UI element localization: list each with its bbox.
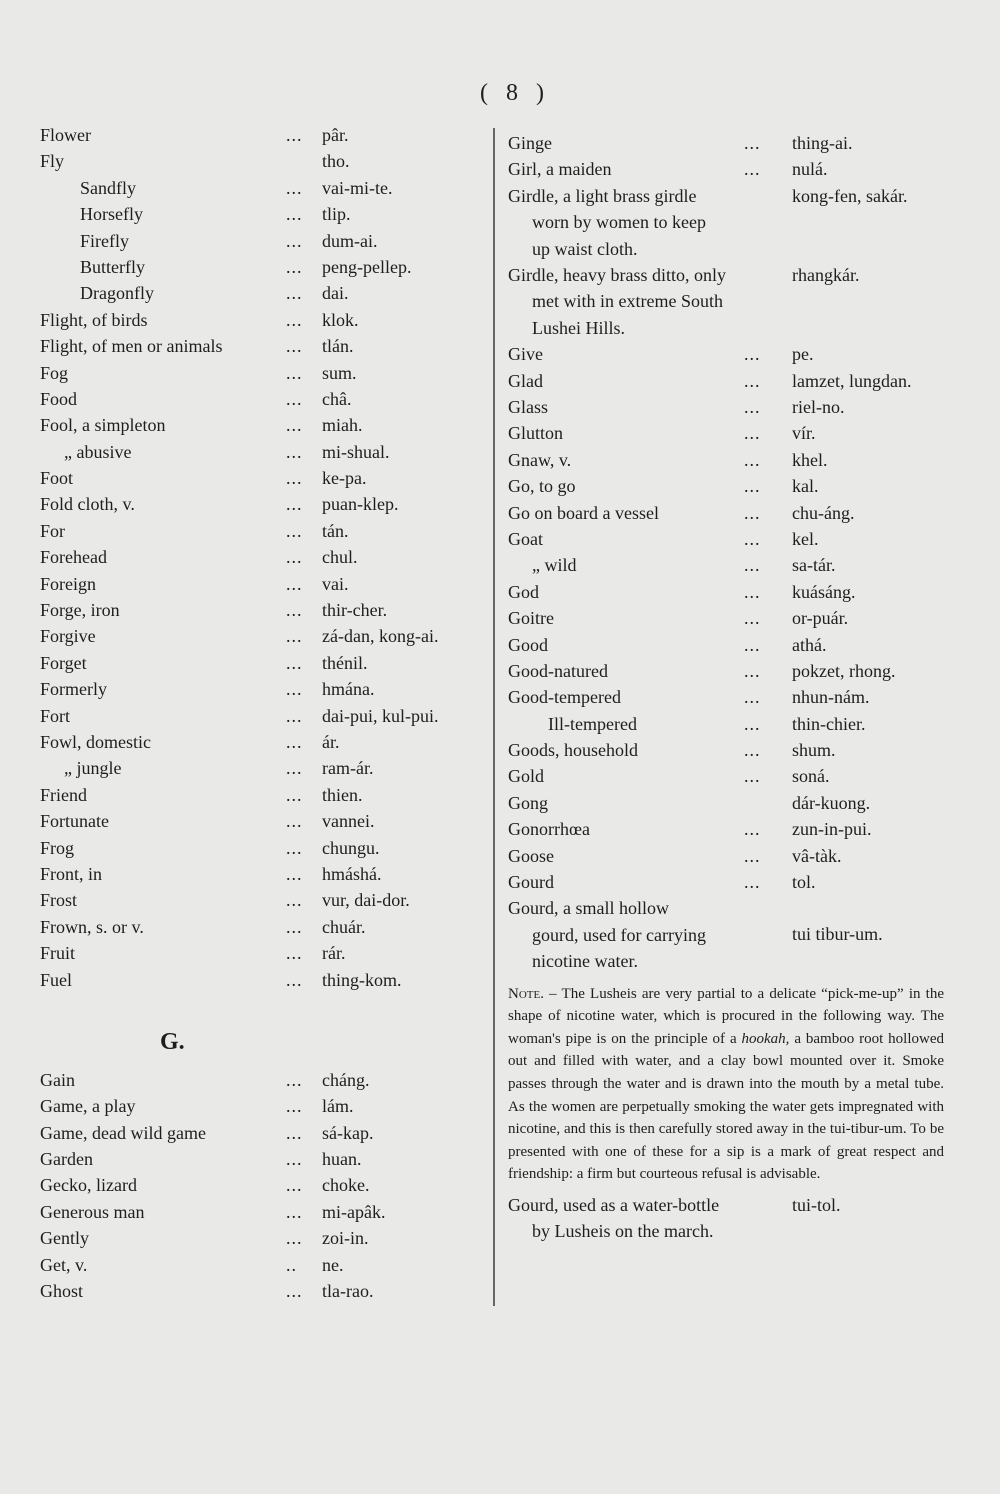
entry-term: Gonorrhœa — [508, 819, 590, 840]
entry-term: Garden — [40, 1149, 93, 1170]
entry-term: Goitre — [508, 608, 554, 629]
dictionary-entry — [40, 1120, 480, 1146]
entry-translation: tlip. — [322, 204, 351, 225]
entry-leader: ... — [286, 1096, 303, 1117]
entry-leader: ... — [286, 230, 303, 251]
entry-term: Fuel — [40, 969, 73, 990]
entry-translation: tla-rao. — [322, 1281, 374, 1302]
dictionary-entry — [40, 1199, 480, 1225]
entry-leader: ... — [286, 388, 303, 409]
entry-term: „ abusive — [64, 441, 132, 462]
entry-translation: thing-kom. — [322, 969, 402, 990]
dictionary-entry — [508, 526, 948, 552]
entry-leader: ... — [744, 344, 761, 365]
spacer — [40, 993, 480, 1017]
entry-leader: ... — [286, 811, 303, 832]
entry-translation: ár. — [322, 731, 340, 752]
entry-leader: ... — [286, 679, 303, 700]
dictionary-entry — [40, 597, 480, 623]
dictionary-entry — [40, 439, 480, 465]
entry-term: Dragonfly — [80, 283, 154, 304]
entries-list — [508, 130, 948, 183]
entry-term: Gold — [508, 766, 544, 787]
dictionary-entry — [508, 869, 948, 895]
dictionary-entry — [40, 201, 480, 227]
entry-term: Goods, household — [508, 740, 638, 761]
entry-term: Food — [40, 388, 78, 409]
entry-leader: ... — [744, 634, 761, 655]
dictionary-entry — [508, 130, 948, 156]
left-column — [40, 122, 480, 1304]
entry-translation: tlán. — [322, 336, 354, 357]
entry-term: Foreign — [40, 573, 96, 594]
entry-term: Frog — [40, 837, 75, 858]
dictionary-entry — [508, 447, 948, 473]
dictionary-entry — [40, 333, 480, 359]
dictionary-entry — [508, 394, 948, 420]
entry-translation: or-puár. — [792, 608, 849, 629]
entry-term: Gnaw, v. — [508, 449, 572, 470]
entry-translation: sum. — [322, 362, 357, 383]
entry-translation: hmána. — [322, 679, 375, 700]
entry-translation: pe. — [792, 344, 814, 365]
entry-term: Forehead — [40, 547, 107, 568]
dictionary-entry — [40, 148, 480, 174]
entry-translation: shum. — [792, 740, 836, 761]
entry-translation: kong-fen, sakár. — [792, 185, 908, 206]
entry-leader: .. — [286, 1254, 297, 1275]
dictionary-entry — [40, 412, 480, 438]
entry-leader: ... — [744, 740, 761, 761]
entry-term: Friend — [40, 784, 87, 805]
entry-leader: ... — [286, 494, 303, 515]
entry-term: Goat — [508, 528, 543, 549]
entry-translation: chungu. — [322, 837, 380, 858]
entry-gourd-small — [508, 895, 948, 974]
dictionary-entry — [40, 571, 480, 597]
entry-leader: ... — [286, 863, 303, 884]
entry-translation: dai-pui, kul-pui. — [322, 705, 439, 726]
entry-leader: ... — [744, 555, 761, 576]
entry-gourd-bottle — [508, 1192, 948, 1245]
entry-translation: chu-áng. — [792, 502, 855, 523]
entry-term: Fruit — [40, 943, 76, 964]
entry-girdle-light — [508, 183, 948, 262]
dictionary-entry — [508, 473, 948, 499]
entry-term: Game, dead wild game — [40, 1122, 206, 1143]
entry-translation: lamzet, lungdan. — [792, 370, 912, 391]
entry-leader: ... — [286, 441, 303, 462]
entry-translation: tán. — [322, 520, 349, 541]
right-column — [508, 130, 948, 1245]
entry-translation: ke-pa. — [322, 468, 367, 489]
entry-leader: ... — [744, 397, 761, 417]
dictionary-entry — [508, 843, 948, 869]
entry-leader: ... — [286, 309, 303, 330]
dictionary-entry — [508, 816, 948, 842]
entry-translation: mi-shual. — [322, 441, 390, 462]
entry-term: Fowl, domestic — [40, 731, 151, 752]
column-divider — [493, 128, 495, 1306]
entry-leader: ... — [744, 608, 761, 629]
entry-term: Butterfly — [80, 256, 145, 277]
dictionary-entry — [40, 1225, 480, 1251]
entry-term: Flight, of birds — [40, 309, 148, 330]
entry-translation: dár-kuong. — [792, 792, 871, 813]
entry-term: Gourd — [508, 872, 554, 893]
entry-translation: thien. — [322, 784, 363, 805]
entry-term: Fortunate — [40, 811, 109, 832]
entry-translation: châ. — [322, 388, 352, 409]
entry-term: Fool, a simpleton — [40, 415, 166, 436]
entry-leader: ... — [286, 204, 303, 225]
entry-translation: zoi-in. — [322, 1228, 369, 1249]
entry-leader: ... — [286, 837, 303, 858]
entry-translation: sá-kap. — [322, 1122, 374, 1143]
entry-translation: rhangkár. — [792, 265, 860, 285]
dictionary-entry — [40, 782, 480, 808]
page-number: ( 8 ) — [480, 80, 550, 106]
entry-term: Ill-tempered — [548, 713, 637, 734]
entry-line: up waist cloth. — [532, 238, 638, 259]
entry-leader: ... — [744, 133, 761, 153]
entry-leader: ... — [744, 502, 761, 523]
entry-term: Frost — [40, 890, 78, 911]
entry-term: Forgive — [40, 626, 96, 647]
dictionary-entry — [40, 967, 480, 993]
entry-line: gourd, used for carrying — [532, 924, 706, 945]
dictionary-entry — [40, 887, 480, 913]
entry-translation: vai. — [322, 573, 349, 594]
dictionary-entry — [508, 552, 948, 578]
entry-translation: athá. — [792, 634, 827, 655]
dictionary-entry — [508, 658, 948, 684]
footnote-text: a bamboo root hollowed out and filled with water, and a clay bowl mounted over it. Smoke passes through the water and is drawn into the mouth by a metal tube. As the women are perpetually smoking the water gets impregnated with nicotine, and this is then carefully stored away in the tui-tibur-um. To be presented with one of these for a sip is a mark of great respect and friendship: a firm but courteous refusal is advisable. — [508, 1030, 944, 1183]
entry-term: Glad — [508, 370, 543, 391]
entry-leader: ... — [286, 1149, 303, 1170]
footnote-text: – The Lusheis are very partial to a delicate “pick-me-up” in the shape of nicotine water, which is procured in the following way. The woman's pipe is on the principle of a — [508, 985, 944, 1047]
entry-translation: khel. — [792, 449, 828, 470]
entry-term: Horsefly — [80, 204, 143, 225]
entry-translation: mi-apâk. — [322, 1201, 386, 1222]
entry-term: Glutton — [508, 423, 564, 444]
entry-translation: rár. — [322, 943, 346, 964]
dictionary-entry — [40, 914, 480, 940]
entry-line: by Lusheis on the march. — [532, 1221, 714, 1242]
dictionary-entry — [40, 1278, 480, 1304]
entry-term: Generous man — [40, 1201, 145, 1222]
entry-leader: ... — [744, 449, 761, 470]
entry-leader: ... — [286, 1201, 303, 1222]
entries-f-list — [40, 122, 480, 993]
entry-translation: nhun-nám. — [792, 687, 870, 708]
entry-leader: ... — [286, 415, 303, 436]
entry-line: Lushei Hills. — [532, 317, 625, 338]
entry-term: Fort — [40, 705, 71, 726]
entry-term: Good-natured — [508, 660, 608, 681]
dictionary-entry — [40, 1093, 480, 1119]
dictionary-entry — [40, 729, 480, 755]
dictionary-entry — [40, 254, 480, 280]
entry-translation: thénil. — [322, 652, 368, 673]
dictionary-entry — [508, 790, 948, 816]
dictionary-entry — [40, 280, 480, 306]
dictionary-entry — [40, 676, 480, 702]
entry-term: Forget — [40, 652, 87, 673]
entry-leader: ... — [286, 705, 303, 726]
entry-leader: ... — [286, 547, 303, 568]
entry-leader: ... — [286, 573, 303, 594]
dictionary-entry — [508, 341, 948, 367]
dictionary-entry — [508, 368, 948, 394]
dictionary-entry — [40, 755, 480, 781]
entry-leader: ... — [286, 362, 303, 383]
entry-translation: zun-in-pui. — [792, 819, 872, 840]
entry-translation: thing-ai. — [792, 133, 853, 153]
entry-term: Goose — [508, 845, 554, 866]
dictionary-entry — [40, 307, 480, 333]
entry-term: Give — [508, 344, 543, 365]
entry-term: Fold cloth, v. — [40, 494, 135, 515]
entry-translation: dum-ai. — [322, 230, 378, 251]
entry-line: Girdle, heavy brass ditto, only — [508, 265, 726, 285]
entry-term: Front, in — [40, 863, 103, 884]
entry-leader: ... — [744, 713, 761, 734]
entry-leader: ... — [286, 600, 303, 621]
entry-term: „ jungle — [64, 758, 122, 779]
entry-translation: ne. — [322, 1254, 344, 1275]
dictionary-entry — [40, 1146, 480, 1172]
entry-translation: sa-tár. — [792, 555, 836, 576]
dictionary-entry — [40, 703, 480, 729]
dictionary-entry — [40, 861, 480, 887]
section-heading: G. — [160, 1028, 185, 1055]
entry-translation: ram-ár. — [322, 758, 374, 779]
entry-leader: ... — [286, 969, 303, 990]
dictionary-entry — [40, 623, 480, 649]
dictionary-entry — [40, 228, 480, 254]
entry-term: Ginge — [508, 133, 552, 153]
entry-leader: ... — [286, 758, 303, 779]
entry-translation: kel. — [792, 528, 819, 549]
dictionary-entry — [40, 518, 480, 544]
entry-leader: ... — [286, 916, 303, 937]
dictionary-entry — [40, 122, 480, 148]
entry-translation: kal. — [792, 476, 819, 497]
entry-leader: ... — [744, 581, 761, 602]
entry-translation: vír. — [792, 423, 816, 444]
entry-translation: tol. — [792, 872, 816, 893]
dictionary-entry — [40, 808, 480, 834]
entry-leader: ... — [286, 468, 303, 489]
entry-leader: ... — [286, 943, 303, 964]
entry-translation: huan. — [322, 1149, 362, 1170]
dictionary-entry — [508, 579, 948, 605]
entry-translation: klok. — [322, 309, 359, 330]
dictionary-entry — [40, 940, 480, 966]
entry-leader: ... — [286, 1069, 303, 1090]
dictionary-entry — [40, 544, 480, 570]
footnote-label: Note. — [508, 985, 544, 1002]
entry-term: Gain — [40, 1069, 75, 1090]
dictionary-entry — [508, 632, 948, 658]
entry-term: Forge, iron — [40, 600, 120, 621]
entry-term: Gecko, lizard — [40, 1175, 137, 1196]
entry-translation: cháng. — [322, 1069, 370, 1090]
dictionary-entry — [508, 156, 948, 182]
entry-leader: ... — [286, 256, 303, 277]
dictionary-entry — [40, 835, 480, 861]
dictionary-entry — [40, 175, 480, 201]
entry-translation: peng-pellep. — [322, 256, 412, 277]
entry-term: Go on board a vessel — [508, 502, 659, 523]
entry-translation: tho. — [322, 151, 350, 172]
entry-leader: ... — [286, 336, 303, 357]
entries-list — [508, 341, 948, 895]
entry-translation: chuár. — [322, 916, 366, 937]
dictionary-entry — [40, 1067, 480, 1093]
entry-leader: ... — [744, 423, 761, 444]
entry-translation: kuásáng. — [792, 581, 856, 602]
entry-term: Good — [508, 634, 548, 655]
entry-translation: vur, dai-dor. — [322, 890, 410, 911]
entry-leader: ... — [286, 731, 303, 752]
entry-term: Gently — [40, 1228, 89, 1249]
dictionary-entry — [508, 711, 948, 737]
entry-translation: pokzet, rhong. — [792, 660, 896, 681]
dictionary-entry — [40, 491, 480, 517]
entry-leader: ... — [286, 1122, 303, 1143]
entry-line: worn by women to keep — [532, 212, 706, 233]
entry-term: Flower — [40, 125, 91, 145]
dictionary-entry — [508, 737, 948, 763]
entry-line: nicotine water. — [532, 951, 638, 972]
entry-leader: ... — [744, 766, 761, 787]
entry-term: Glass — [508, 397, 548, 417]
entry-leader: ... — [286, 626, 303, 647]
entry-translation: choke. — [322, 1175, 370, 1196]
entry-translation: vâ-tàk. — [792, 845, 842, 866]
entry-translation: tui-tol. — [792, 1194, 841, 1215]
entry-translation: tui tibur-um. — [792, 924, 883, 945]
dictionary-entry — [508, 684, 948, 710]
entry-translation: thir-cher. — [322, 600, 388, 621]
entry-leader: ... — [286, 1175, 303, 1196]
entry-translation: nulá. — [792, 159, 828, 180]
entry-translation: puan-klep. — [322, 494, 399, 515]
entry-translation: chul. — [322, 547, 358, 568]
dictionary-entry — [508, 605, 948, 631]
entry-girdle-heavy — [508, 262, 948, 341]
footnote-italic: hookah, — [741, 1030, 790, 1047]
entry-term: Firefly — [80, 230, 129, 251]
entry-translation: soná. — [792, 766, 830, 787]
entry-translation: pâr. — [322, 125, 349, 145]
entry-leader: ... — [286, 283, 303, 304]
entry-translation: hmáshá. — [322, 863, 382, 884]
entry-term: God — [508, 581, 539, 602]
dictionary-entry — [40, 1172, 480, 1198]
entry-term: Go, to go — [508, 476, 576, 497]
entries-g-list — [40, 1067, 480, 1305]
entry-term: Flight, of men or animals — [40, 336, 223, 357]
entry-term: Fog — [40, 362, 69, 383]
entry-translation: thin-chier. — [792, 713, 866, 734]
entry-leader: ... — [744, 660, 761, 681]
entry-term: Fly — [40, 151, 65, 172]
entry-leader: ... — [744, 819, 761, 840]
entry-term: Game, a play — [40, 1096, 136, 1117]
entry-term: Foot — [40, 468, 74, 489]
dictionary-entry — [508, 763, 948, 789]
entry-translation: miah. — [322, 415, 363, 436]
dictionary-entry — [40, 360, 480, 386]
entry-leader: ... — [744, 872, 761, 893]
entry-term: Good-tempered — [508, 687, 621, 708]
entry-leader: ... — [286, 520, 303, 541]
entry-leader: ... — [744, 476, 761, 497]
entry-line: Girdle, a light brass girdle — [508, 185, 697, 206]
entry-term: Get, v. — [40, 1254, 88, 1275]
entry-translation: vannei. — [322, 811, 375, 832]
dictionary-entry — [40, 1252, 480, 1278]
footnote — [508, 983, 944, 1186]
entry-line: met with in extreme South — [532, 291, 723, 312]
entry-leader: ... — [286, 125, 303, 145]
entry-term: „ wild — [532, 555, 577, 576]
entry-leader: ... — [286, 177, 303, 198]
entry-leader: ... — [286, 1228, 303, 1249]
entry-translation: vai-mi-te. — [322, 177, 393, 198]
entry-translation: lám. — [322, 1096, 354, 1117]
entry-term: Ghost — [40, 1281, 84, 1302]
entry-term: Formerly — [40, 679, 107, 700]
dictionary-entry — [40, 465, 480, 491]
entry-leader: ... — [744, 528, 761, 549]
dictionary-entry — [508, 500, 948, 526]
dictionary-entry — [40, 650, 480, 676]
entry-leader: ... — [286, 784, 303, 805]
entry-line: Gourd, a small hollow — [508, 898, 669, 919]
entry-translation: dai. — [322, 283, 349, 304]
entry-leader: ... — [286, 890, 303, 911]
entry-leader: ... — [744, 370, 761, 391]
entry-leader: ... — [286, 1281, 303, 1302]
entry-line: Gourd, used as a water-bottle — [508, 1194, 720, 1215]
dictionary-entry — [40, 386, 480, 412]
entry-term: Sandfly — [80, 177, 136, 198]
entry-leader: ... — [744, 687, 761, 708]
entry-leader: ... — [744, 845, 761, 866]
entry-leader: ... — [744, 159, 761, 180]
entry-term: For — [40, 520, 66, 541]
dictionary-entry — [508, 420, 948, 446]
entry-leader: ... — [286, 652, 303, 673]
entry-term: Frown, s. or v. — [40, 916, 144, 937]
entry-translation: zá-dan, kong-ai. — [322, 626, 439, 647]
entry-term: Gong — [508, 792, 548, 813]
entry-term: Girl, a maiden — [508, 159, 612, 180]
entry-translation: riel-no. — [792, 397, 845, 417]
